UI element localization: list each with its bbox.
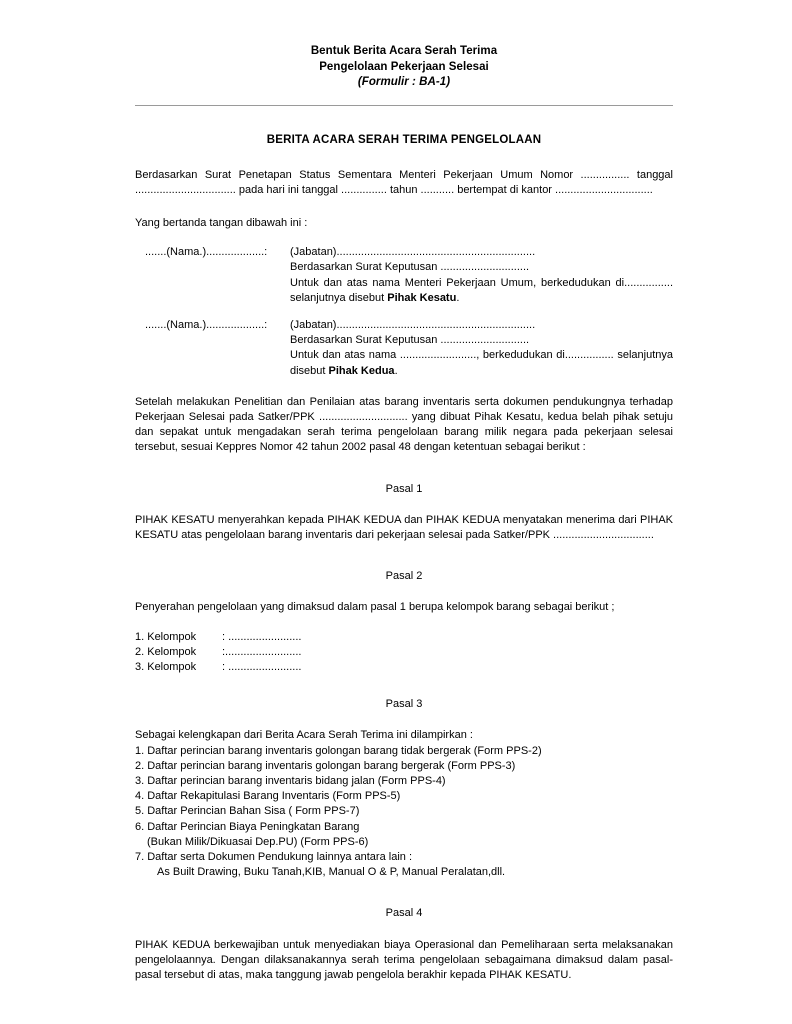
kelompok-value-blank: : ........................ <box>222 630 302 643</box>
kelompok-list <box>135 630 673 676</box>
intro-paragraph: Berdasarkan Surat Penetapan Status Sementara Menteri Pekerjaan Umum Nomor ................ tanggal ................................. pada hari ini tanggal ............... tahun ........... bertempat di kantor ................................ <box>135 168 673 196</box>
signatory-body-text: Untuk dan atas nama Menteri Pekerjaan Umum, berkedudukan di................ selanjutnya disebut <box>290 276 673 304</box>
article-heading-3: Pasal 3 <box>385 698 423 711</box>
list-item <box>135 645 673 660</box>
signatory-body-text: Untuk dan atas nama ........................., berkedudukan di................ selanjutnya disebut <box>290 349 673 377</box>
signatory-decree-line: Berdasarkan Surat Keputusan ............................. <box>290 334 530 347</box>
list-item-sub: (Bukan Milik/Dikuasai Dep.PU) (Form PPS-6) <box>147 835 369 848</box>
signatory-body-end: . <box>394 364 398 377</box>
attachment-list <box>135 744 673 881</box>
kelompok-value-blank: :......................... <box>222 645 302 658</box>
signatory-details <box>290 318 673 379</box>
list-item: 5. Daftar Perincian Bahan Sisa ( Form PPS-7) <box>135 805 360 818</box>
signatory-position-line: (Jabatan)................................................................. <box>290 246 536 259</box>
article-heading-2: Pasal 2 <box>385 570 423 583</box>
article-body-2: Penyerahan pengelolaan yang dimaksud dalam pasal 1 berupa kelompok barang sebagai berikut ; <box>135 601 615 614</box>
page-title: BERITA ACARA SERAH TERIMA PENGELOLAAN <box>266 133 542 146</box>
signatory-details <box>290 245 673 306</box>
signatory-party-label: Pihak Kesatu <box>387 291 457 304</box>
document-header <box>135 0 673 91</box>
article-body-3: Sebagai kelengkapan dari Berita Acara Serah Terima ini dilampirkan : <box>135 729 473 742</box>
signatory-name-field: .......(Nama.)...................: <box>145 246 268 259</box>
signatory-body-line <box>290 348 673 378</box>
header-line-2: Pengelolaan Pekerjaan Selesai <box>319 60 489 73</box>
agreement-paragraph: Setelah melakukan Penelitian dan Penilaian atas barang inventaris serta dokumen pendukungnya terhadap Pekerjaan Selesai pada Satker/PPK ............................. yang dibuat Pihak Kesatu, kedua belah pihak setuju dan sepakat untuk mengadakan serah terima pengelolaan barang milik negara pada pekerjaan selesai tersebut, sesuai Keppres Nomor 42 tahun 2002 pasal 48 dengan ketentuan sebagai berikut : <box>135 395 673 454</box>
signatory-body-line <box>290 276 673 306</box>
article-heading-4: Pasal 4 <box>385 907 423 920</box>
signatory-block-second <box>135 318 673 379</box>
list-item: 2. Daftar perincian barang inventaris golongan barang bergerak (Form PPS-3) <box>135 759 516 772</box>
list-item <box>135 660 673 675</box>
list-item-sub: As Built Drawing, Buku Tanah,KIB, Manual O & P, Manual Peralatan,dll. <box>157 866 506 879</box>
list-item: 1. Daftar perincian barang inventaris golongan barang tidak bergerak (Form PPS-2) <box>135 744 542 757</box>
article-heading-1: Pasal 1 <box>385 482 423 495</box>
signatory-party-label: Pihak Kedua <box>328 364 395 377</box>
signatory-decree-line: Berdasarkan Surat Keputusan ............................. <box>290 261 530 274</box>
article-body-1: PIHAK KESATU menyerahkan kepada PIHAK KEDUA dan PIHAK KEDUA menyatakan menerima dari PIHAK KESATU atas pengelolaan barang inventaris dari pekerjaan selesai pada Satker/PPK ................................. <box>135 513 673 541</box>
signatory-name-field: .......(Nama.)...................: <box>145 318 268 331</box>
list-item: 3. Daftar perincian barang inventaris bidang jalan (Form PPS-4) <box>135 774 446 787</box>
kelompok-label: 1. Kelompok <box>135 630 197 643</box>
article-body-4: PIHAK KEDUA berkewajiban untuk menyediakan biaya Operasional dan Pemeliharaan serta melaksanakan pengelolaannya. Dengan dilaksanakannya serah terima pengelolaan sebagaimana dimaksud dalam pasal-pasal tersebut di atas, maka tanggung jawab pengelola berakhir kepada PIHAK KESATU. <box>135 938 673 982</box>
list-item <box>135 630 673 645</box>
list-item: 6. Daftar Perincian Biaya Peningkatan Barang <box>135 820 360 833</box>
kelompok-label: 2. Kelompok <box>135 645 197 658</box>
signatory-block-first <box>135 245 673 306</box>
signatory-position-line: (Jabatan)................................................................. <box>290 318 536 331</box>
list-item: 7. Daftar serta Dokumen Pendukung lainnya antara lain : <box>135 851 412 863</box>
document-content <box>135 0 673 983</box>
header-form-code: (Formulir : BA-1) <box>357 76 451 88</box>
kelompok-label: 3. Kelompok <box>135 660 197 673</box>
list-item: 4. Daftar Rekapitulasi Barang Inventaris (Form PPS-5) <box>135 790 401 803</box>
header-line-1: Bentuk Berita Acara Serah Terima <box>310 45 498 57</box>
kelompok-value-blank: : ........................ <box>222 660 302 673</box>
signatory-body-end: . <box>456 291 460 304</box>
header-divider <box>135 105 673 106</box>
undersigned-label: Yang bertanda tangan dibawah ini : <box>135 216 308 229</box>
